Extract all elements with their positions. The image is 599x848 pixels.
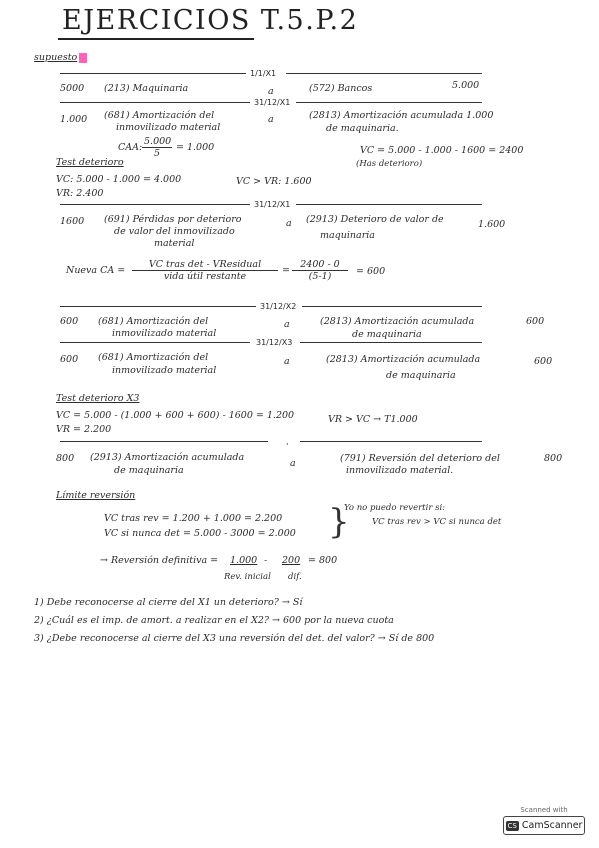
nueva-num2: 2400 - 0 [292, 259, 348, 271]
caa-fraction [142, 136, 172, 159]
entry-a: a [284, 319, 290, 330]
entry-debit: (681) Amortización del [104, 110, 215, 121]
test-vr: VR: 2.400 [56, 188, 104, 199]
journal-divider [296, 204, 482, 205]
limite-line: VC tras rev = 1.200 + 1.000 = 2.200 [104, 513, 283, 524]
entry-amount: 1.000 [60, 114, 88, 125]
entry-credit: (2813) Amortización acumulada 1.000 [309, 110, 494, 121]
nueva-eq: = [282, 265, 290, 276]
supuesto-text: supuesto [34, 52, 78, 63]
entry-credit: de maquinaria [352, 329, 422, 340]
reversion-result: = 800 [308, 555, 338, 566]
test-vc: VC = 5.000 - (1.000 + 600 + 600) - 1600 = 1.200 [56, 410, 295, 421]
entry-credit: (791) Reversión del deterioro del [340, 453, 500, 464]
entry-a: a [268, 114, 274, 125]
entry-a: a [286, 218, 292, 229]
entry-amount: 800 [56, 453, 75, 464]
question-item: 2) ¿Cuál es el imp. de amort. a realizar en el X2? → 600 por la nueva cuota [34, 615, 394, 626]
journal-divider [60, 73, 246, 74]
entry-debit: material [154, 238, 195, 249]
question-item: 3) ¿Debe reconocerse al cierre del X3 una reversión del det. del valor? → Sí de 800 [34, 633, 435, 644]
title-underline [58, 38, 254, 40]
entry-debit: de valor del inmovilizado [114, 226, 235, 237]
question-item: 1) Debe reconocerse al cierre del X1 un deterioro? → Sí [34, 597, 303, 608]
reversion-value: 1.000 [230, 555, 258, 566]
entry-debit: inmovilizado material [112, 365, 217, 376]
entry-debit: (2913) Amortización acumulada [90, 452, 245, 463]
entry-credit-amount: 800 [544, 453, 563, 464]
limite-line: VC si nunca det = 5.000 - 3000 = 2.000 [104, 528, 296, 539]
entry-credit: (2813) Amortización acumulada [326, 354, 481, 365]
camscanner-icon: CS [507, 821, 517, 830]
nueva-result: = 600 [356, 266, 386, 277]
date-separator: , [286, 437, 289, 446]
page-title: EJERCICIOS T.5.P.2 [62, 5, 359, 36]
reversion-sub: Rev. inicial [224, 572, 271, 582]
entry-amount: 600 [60, 316, 79, 327]
entry-credit: (2913) Deterioro de valor de [306, 214, 444, 225]
test-heading: Test deterioro [56, 157, 124, 168]
brace-glyph: } [328, 502, 350, 542]
journal-divider [300, 441, 482, 442]
journal-divider [60, 441, 268, 442]
journal-divider [60, 102, 250, 103]
entry-credit: de maquinaria. [326, 123, 399, 134]
entry-credit-amount: 600 [526, 316, 545, 327]
entry-amount: 5000 [60, 83, 85, 94]
journal-divider [60, 204, 250, 205]
journal-divider [296, 102, 482, 103]
date-label: 1/1/X1 [250, 69, 277, 78]
vc-calc: VC = 5.000 - 1.000 - 1600 = 2400 [360, 145, 524, 156]
vc-note: (Has deterioro) [356, 159, 423, 169]
entry-a: a [284, 356, 290, 367]
entry-credit: maquinaria [320, 230, 375, 241]
entry-amount: 600 [60, 354, 79, 365]
entry-a: a [268, 86, 274, 97]
entry-credit-amount: 1.600 [478, 219, 506, 230]
caa-num: 5.000 [144, 136, 172, 147]
camscanner-badge [503, 806, 585, 840]
entry-debit: (681) Amortización del [98, 316, 209, 327]
entry-credit: (2813) Amortización acumulada [320, 316, 475, 327]
supuesto-label [34, 52, 87, 63]
entry-debit: (681) Amortización del [98, 352, 209, 363]
test-vc: VC: 5.000 - 1.000 = 4.000 [56, 174, 182, 185]
limite-note: VC tras rev > VC si nunca det [372, 517, 502, 527]
test-heading: Test deterioro X3 [56, 393, 140, 404]
badge-name: CamScanner [521, 820, 583, 831]
nueva-den2: (5-1) [308, 271, 332, 282]
nueva-den: vida útil restante [163, 271, 247, 282]
test-compare: VR > VC → T1.000 [328, 414, 418, 425]
caa-label: CAA: [118, 142, 143, 153]
entry-debit: (691) Pérdidas por deterioro [104, 214, 242, 225]
badge-caption: Scanned with [520, 806, 568, 814]
nueva-label: Nueva CA = [66, 265, 126, 276]
limite-note: Yo no puedo revertir si: [344, 503, 446, 513]
caa-den: 5 [153, 148, 161, 159]
caa-result: = 1.000 [176, 142, 215, 153]
entry-credit: inmovilizado material. [346, 465, 454, 476]
journal-divider [300, 342, 482, 343]
entry-credit-amount: 600 [534, 356, 553, 367]
entry-credit-amount: 5.000 [452, 80, 480, 91]
nueva-fraction [132, 259, 278, 282]
date-label: 31/12/X3 [256, 338, 293, 347]
date-label: 31/12/X2 [260, 302, 297, 311]
date-label: 31/12/X1 [254, 98, 291, 107]
reversion-label: → Reversión definitiva = [100, 555, 219, 566]
test-compare: VC > VR: 1.600 [236, 176, 312, 187]
journal-divider [302, 306, 482, 307]
entry-credit: de maquinaria [386, 370, 456, 381]
entry-credit: (572) Bancos [309, 83, 373, 94]
entry-debit: de maquinaria [114, 465, 184, 476]
entry-debit: (213) Maquinaria [104, 83, 189, 94]
nueva-fraction-2 [292, 259, 348, 282]
entry-amount: 1600 [60, 216, 85, 227]
nueva-num: VC tras det - VResidual [132, 259, 278, 271]
entry-a: a [290, 458, 296, 469]
journal-divider [286, 73, 482, 74]
reversion-minus: - [264, 555, 268, 566]
badge-box [503, 816, 585, 835]
reversion-sub: dif. [288, 572, 302, 582]
entry-debit: inmovilizado material [116, 122, 221, 133]
date-label: 31/12/X1 [254, 200, 291, 209]
highlight-mark [79, 53, 87, 63]
journal-divider [60, 342, 250, 343]
journal-divider [60, 306, 256, 307]
test-vr: VR = 2.200 [56, 424, 112, 435]
reversion-value: 200 [282, 555, 301, 566]
entry-debit: inmovilizado material [112, 328, 217, 339]
limite-heading: Límite reversión [56, 490, 136, 501]
